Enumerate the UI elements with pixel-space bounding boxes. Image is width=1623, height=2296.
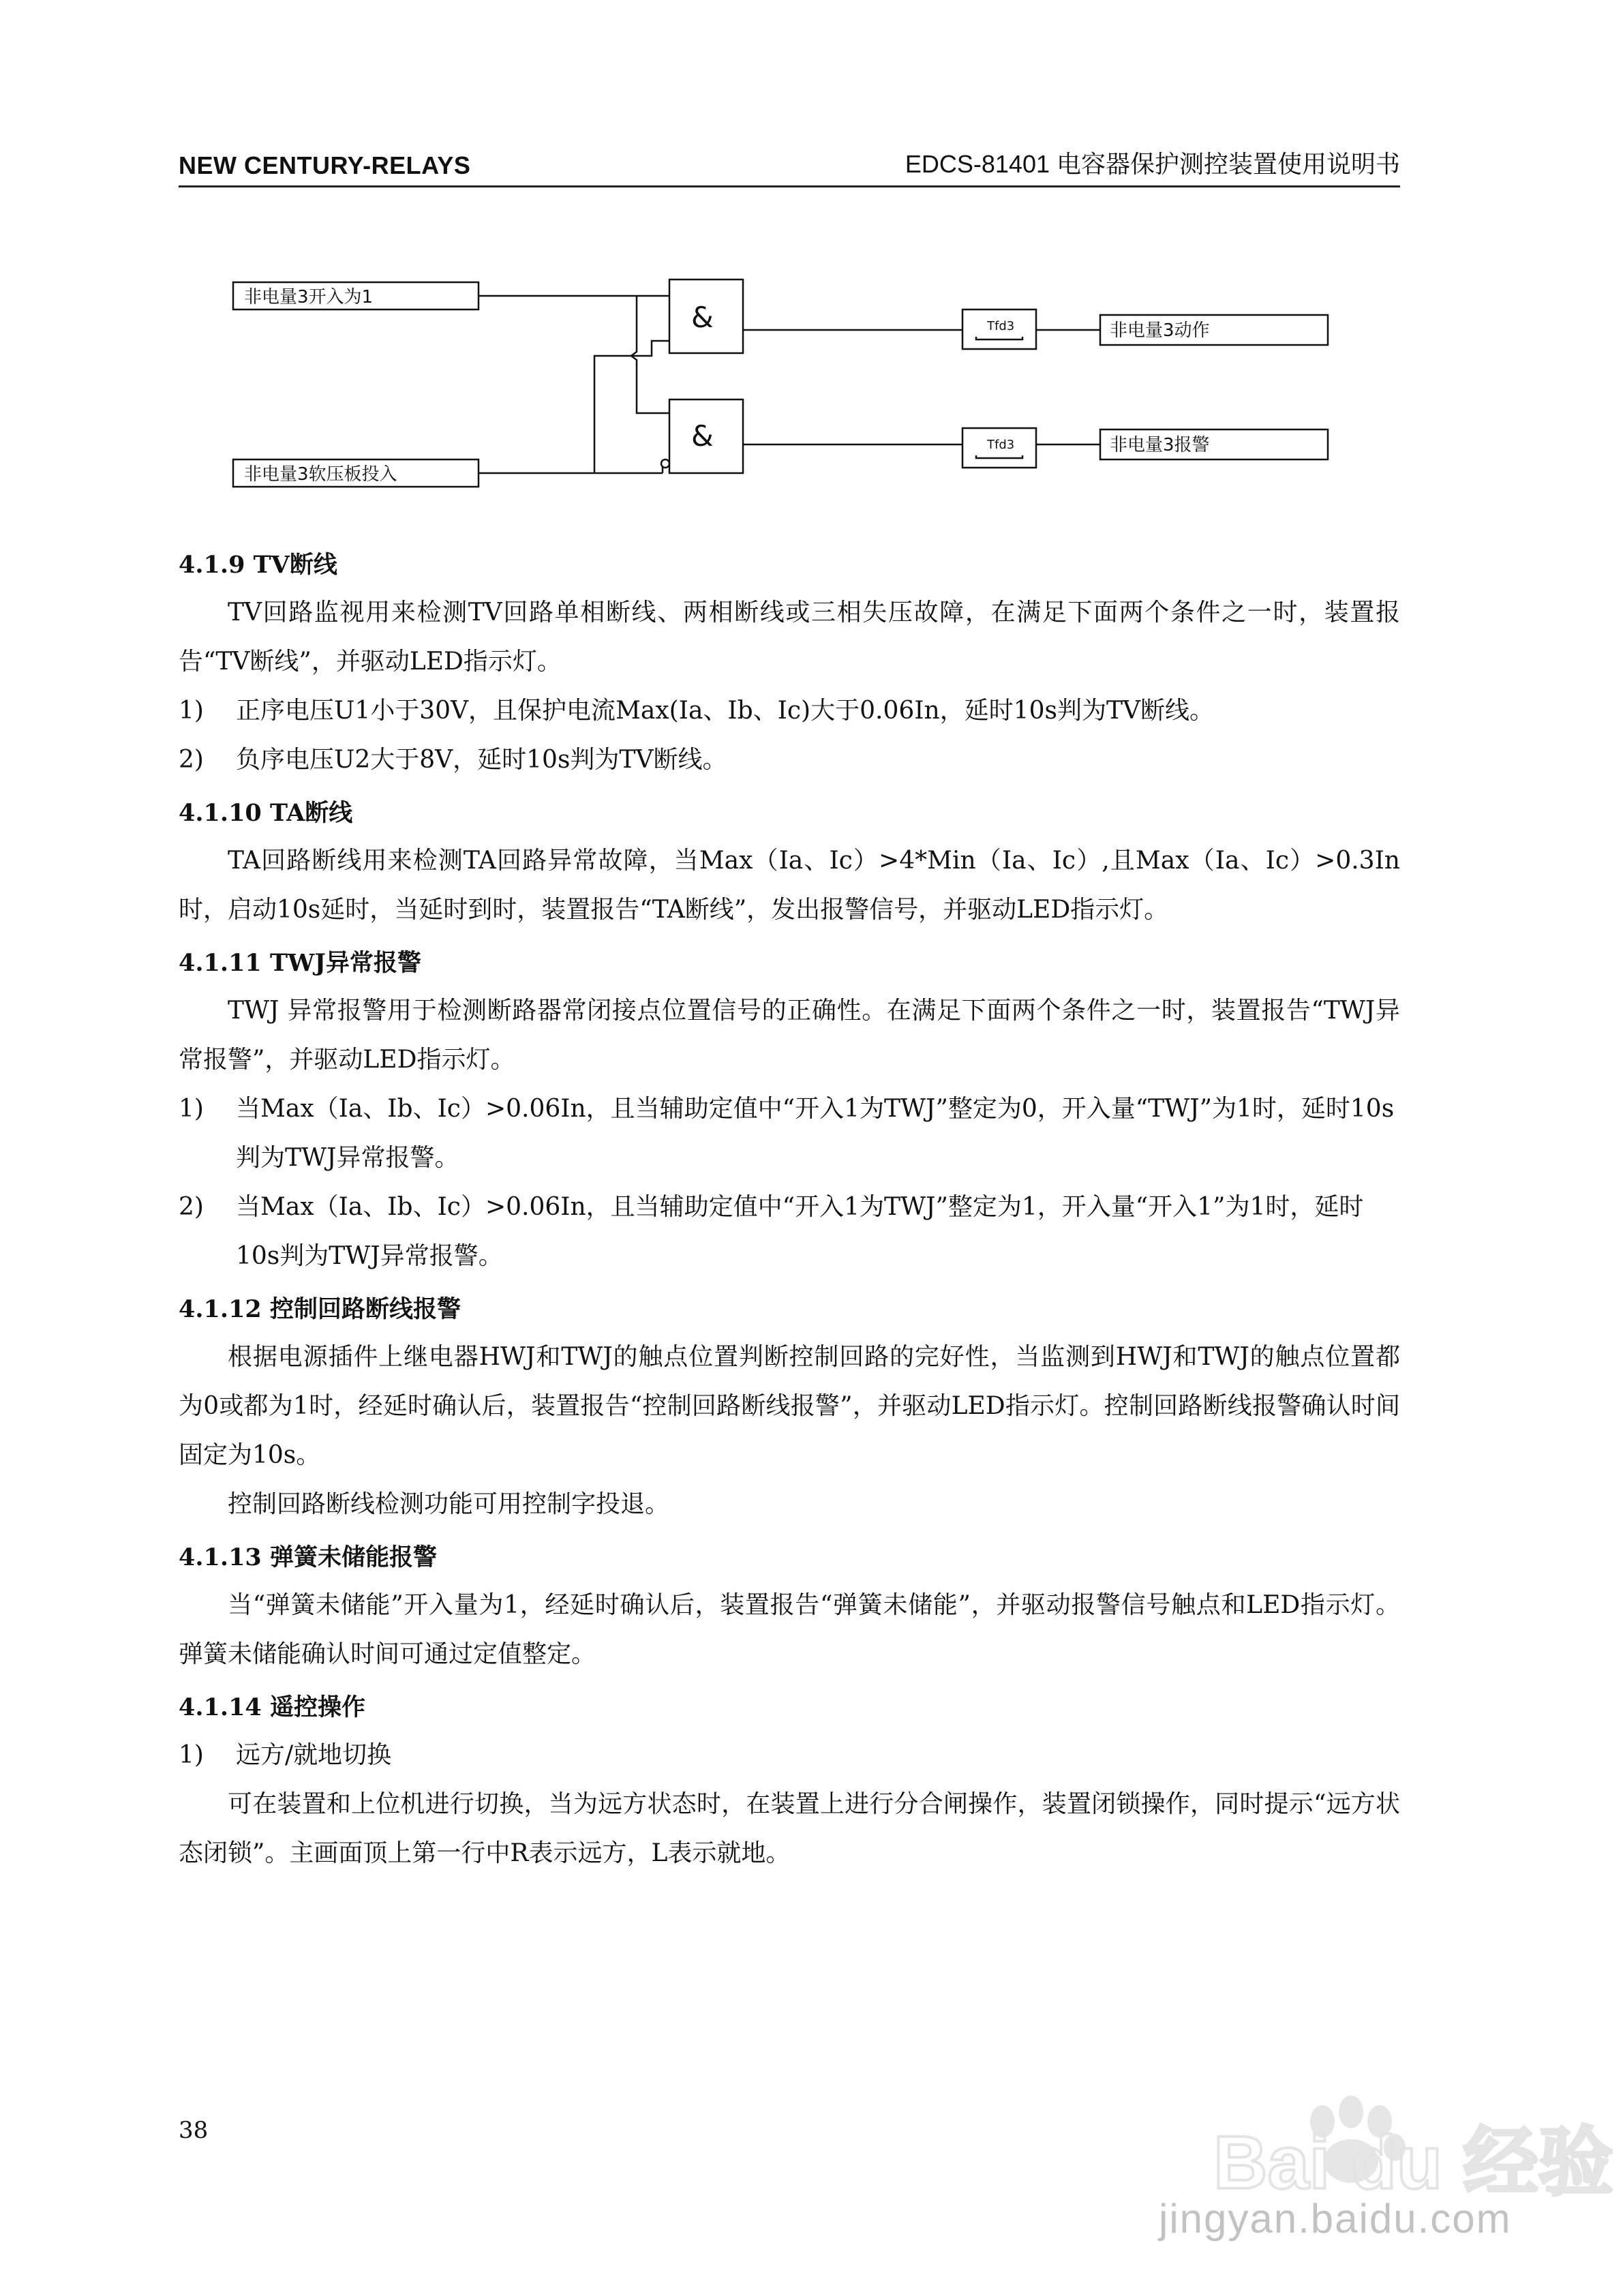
paragraph: 根据电源插件上继电器HWJ和TWJ的触点位置判断控制回路的完好性，当监测到HWJ和TWJ的触点位置都为0或都为1时，经延时确认后，装置报告“控制回路断线报警”，并驱动LED指示灯。控制回路断线报警确认时间固定为10s。 [179, 1343, 1400, 1469]
section-heading: 4.1.13 弹簧未储能报警 [179, 1543, 437, 1571]
list-text: 远方/就地切换 [236, 1741, 392, 1769]
list-item [179, 686, 1400, 736]
header-brand: NEW CENTURY-RELAYS [179, 151, 471, 179]
header-document-title: EDCS-81401 电容器保护测控装置使用说明书 [905, 150, 1400, 178]
paragraph: 控制回路断线检测功能可用控制字投退。 [228, 1490, 670, 1518]
section-spring-alarm [179, 1535, 1400, 1679]
list-number: 2) [179, 1193, 204, 1221]
page-header [179, 142, 1400, 187]
inverter-bubble [661, 459, 669, 468]
list-item [179, 1183, 1400, 1281]
output1-label: 非电量3动作 [1110, 320, 1210, 341]
section-heading: 4.1.12 控制回路断线报警 [179, 1295, 461, 1323]
section-remote-control [179, 1685, 1400, 1878]
list-number: 1) [179, 1741, 204, 1769]
list-text: 负序电压U2大于8V，延时10s判为TV断线。 [236, 746, 727, 774]
page-number: 38 [179, 2117, 209, 2144]
paragraph: TA回路断线用来检测TA回路异常故障，当Max（Ia、Ic）>4*Min（Ia、Ic）,且Max（Ia、Ic）>0.3In时，启动10s延时，当延时到时，装置报告“TA断线”，发出报警信号，并驱动LED指示灯。 [179, 847, 1400, 924]
section-heading: 4.1.10 TA断线 [179, 799, 353, 827]
and-gate-1-symbol: & [691, 301, 714, 334]
timer-2-label: Tfd3 [987, 438, 1015, 452]
input2-label: 非电量3软压板投入 [244, 464, 397, 485]
section-heading: 4.1.11 TWJ异常报警 [179, 949, 421, 977]
and-gate-2-symbol: & [691, 419, 714, 453]
section-control-circuit-alarm [179, 1286, 1400, 1529]
list-item [179, 1085, 1400, 1183]
list-text: 当Max（Ia、Ib、Ic）>0.06In，且当辅助定值中“开入1为TWJ”整定为1，开入量“开入1”为1时，延时10s判为TWJ异常报警。 [236, 1193, 1364, 1270]
section-heading: 4.1.9 TV断线 [179, 551, 337, 579]
list-text: 当Max（Ia、Ib、Ic）>0.06In，且当辅助定值中“开入1为TWJ”整定为0，开入量“TWJ”为1时，延时10s判为TWJ异常报警。 [236, 1095, 1395, 1172]
timer1-mark [976, 337, 1022, 339]
list-number: 2) [179, 746, 204, 774]
watermark-logo-text: Bai du 经验 [1213, 2121, 1613, 2205]
input1-label: 非电量3开入为1 [244, 287, 374, 307]
page-content [179, 542, 1400, 1878]
watermark-url: jingyan.baidu.com [1159, 2196, 1512, 2241]
paragraph: 可在装置和上位机进行切换，当为远方状态时，在装置上进行分合闸操作，装置闭锁操作，同时提示“远方状态闭锁”。主画面顶上第一行中R表示远方，L表示就地。 [179, 1790, 1400, 1867]
list-item [179, 1731, 1400, 1780]
section-heading: 4.1.14 遥控操作 [179, 1693, 365, 1721]
paragraph: TV回路监视用来检测TV回路单相断线、两相断线或三相失压故障，在满足下面两个条件之一时，装置报告“TV断线”，并驱动LED指示灯。 [179, 599, 1400, 676]
wire-input2-branch [594, 341, 669, 473]
list-number: 1) [179, 697, 204, 725]
timer2-mark [976, 455, 1022, 458]
paragraph: TWJ 异常报警用于检测断路器常闭接点位置信号的正确性。在满足下面两个条件之一时，装置报告“TWJ异常报警”，并驱动LED指示灯。 [179, 997, 1400, 1074]
output2-label: 非电量3报警 [1110, 435, 1210, 455]
wire-input1-branch [631, 296, 669, 413]
section-twj-alarm [179, 940, 1400, 1281]
logic-diagram [179, 259, 1351, 504]
section-ta-break [179, 790, 1400, 935]
list-number: 1) [179, 1095, 204, 1123]
list-item [179, 736, 1400, 785]
section-tv-break [179, 542, 1400, 785]
timer-1-label: Tfd3 [987, 319, 1015, 333]
list-text: 正序电压U1小于30V，且保护电流Max(Ia、Ib、Ic)大于0.06In，延时10s判为TV断线。 [236, 697, 1214, 725]
paragraph: 当“弹簧未储能”开入量为1，经延时确认后，装置报告“弹簧未储能”，并驱动报警信号触点和LED指示灯。弹簧未储能确认时间可通过定值整定。 [179, 1591, 1400, 1668]
